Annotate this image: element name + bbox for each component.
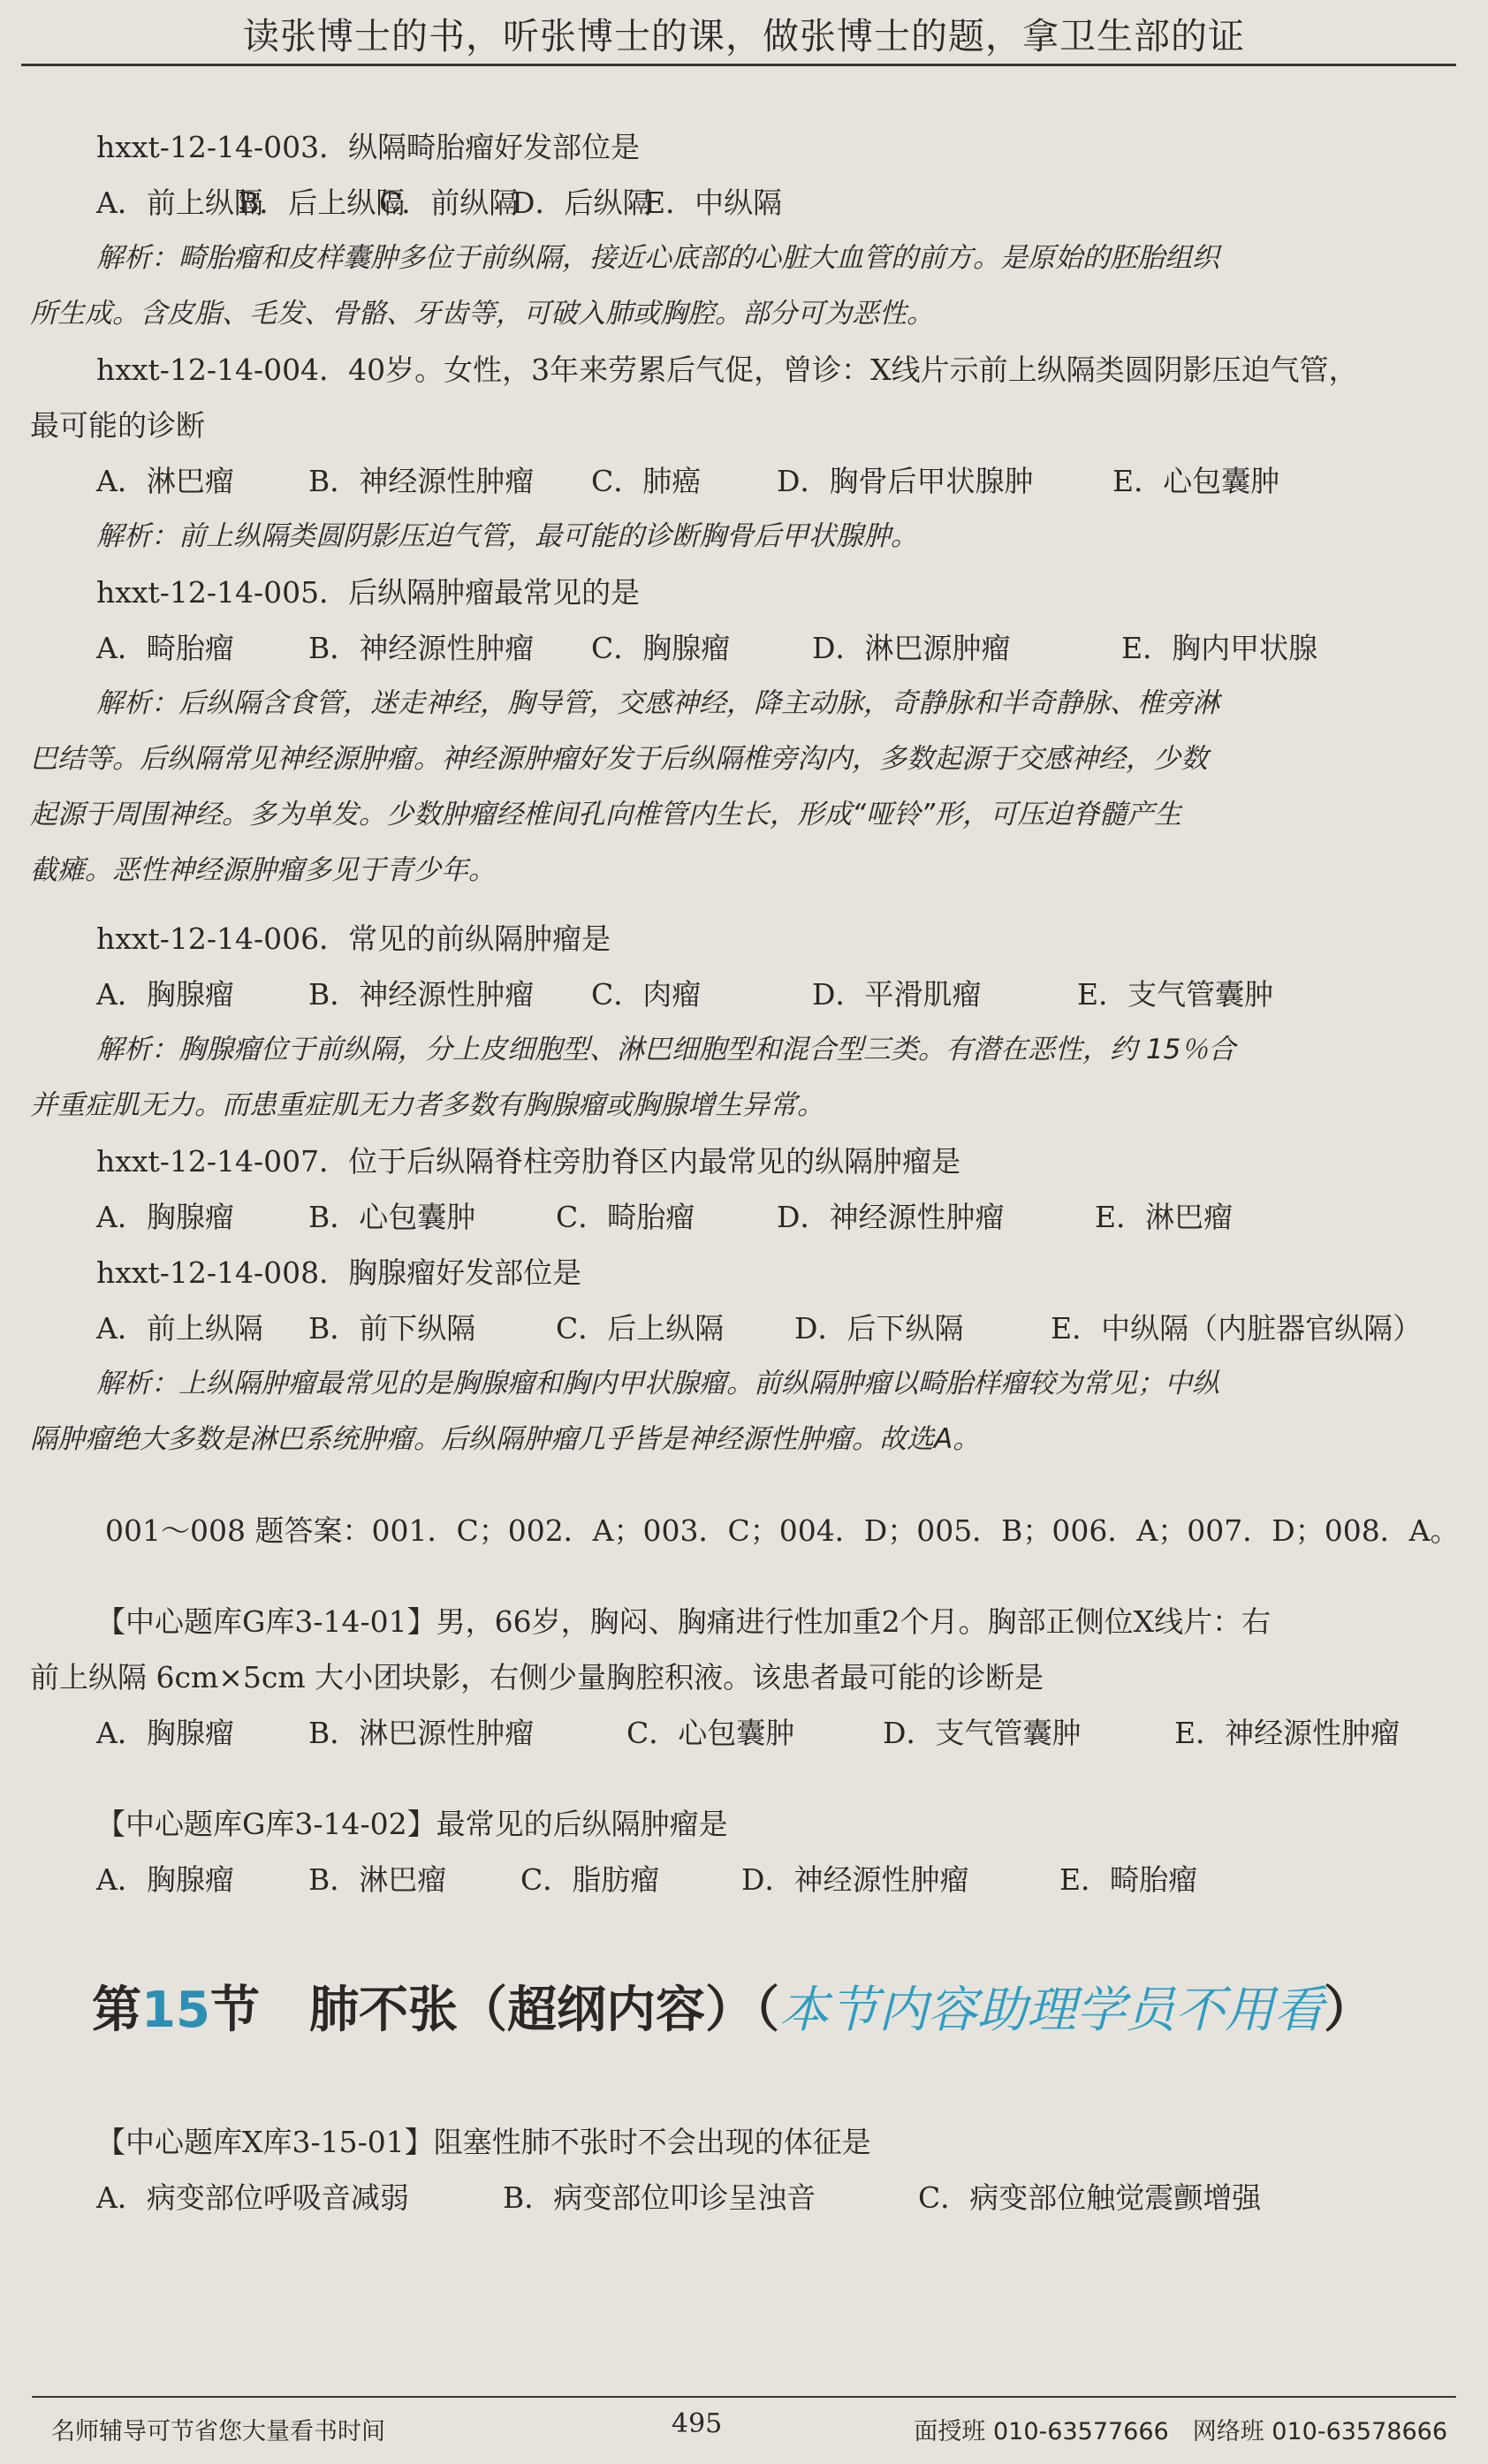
analysis-line: 解析：前上纵隔类圆阴影压迫气管，最可能的诊断胸骨后甲状腺肿。	[96, 520, 918, 552]
option: A．前上纵隔	[96, 1311, 263, 1346]
option: D．平滑肌瘤	[812, 977, 982, 1012]
header-rule	[21, 64, 1456, 66]
option: A．胸腺瘤	[96, 1716, 234, 1750]
option: A．胸腺瘤	[96, 1200, 234, 1234]
footer-contact: 面授班 010-63577666 网络班 010-63578666	[914, 2418, 1447, 2445]
option: E．中纵隔	[644, 186, 783, 220]
footer-rule	[32, 2396, 1456, 2398]
question-stem: 最可能的诊断	[30, 408, 205, 443]
option-row	[30, 175, 1461, 231]
page-header	[0, 0, 1488, 71]
section-heading	[30, 1971, 1461, 2051]
section-suffix: ）	[1323, 1982, 1373, 2039]
answer-key: 001～008 题答案：001．C；002．A；003．C；004．D；005．B；006．A；007．D；008．A。	[105, 1513, 1460, 1548]
option-row	[30, 967, 1461, 1022]
question-stem: hxxt-12-14-006．常见的前纵隔肿瘤是	[96, 921, 611, 956]
section-title: 节 肺不张（超纲内容）（	[209, 1982, 779, 2039]
option: A．胸腺瘤	[96, 977, 234, 1012]
option: B．后上纵隔	[238, 186, 406, 220]
page-content	[30, 119, 1461, 2225]
analysis-line: 解析：后纵隔含食管，迷走神经，胸导管，交感神经，降主动脉，奇静脉和半奇静脉、椎旁淋	[96, 687, 1219, 719]
option: C．前纵隔	[379, 186, 519, 220]
option: D．淋巴源肿瘤	[812, 631, 1011, 665]
option: A．畸胎瘤	[96, 631, 234, 665]
option: B．淋巴源性肿瘤	[308, 1716, 535, 1750]
option: A．淋巴瘤	[96, 464, 234, 498]
analysis-line: 起源于周围神经。多为单发。少数肿瘤经椎间孔向椎管内生长，形成“哑铃”形，可压迫脊髓产生	[30, 799, 1182, 830]
option: C．胸腺瘤	[591, 631, 731, 665]
option: B．淋巴瘤	[308, 1862, 447, 1897]
analysis-line: 解析：胸腺瘤位于前纵隔，分上皮细胞型、淋巴细胞型和混合型三类。有潜在恶性，约 15％合	[96, 1034, 1236, 1065]
option: B．前下纵隔	[308, 1311, 476, 1346]
option-row	[30, 1189, 1461, 1245]
question-stem: hxxt-12-14-008．胸腺瘤好发部位是	[96, 1255, 582, 1290]
option: E．胸内甲状腺	[1121, 631, 1318, 665]
page-number: 495	[672, 2408, 723, 2439]
option: C．畸胎瘤	[556, 1200, 695, 1234]
analysis-line: 解析：畸胎瘤和皮样囊肿多位于前纵隔，接近心底部的心脏大血管的前方。是原始的胚胎组织	[96, 242, 1219, 274]
option: B．病变部位叩诊呈浊音	[503, 2180, 816, 2215]
option: B．神经源性肿瘤	[308, 631, 535, 665]
option: C．肺癌	[591, 464, 702, 498]
option: D．神经源性肿瘤	[777, 1200, 1005, 1234]
option: C．脂肪瘤	[520, 1862, 660, 1897]
section-prefix: 第	[92, 1982, 141, 2039]
option: C．后上纵隔	[556, 1311, 725, 1346]
page-footer	[0, 2385, 1488, 2464]
question-stem: hxxt-12-14-005．后纵隔肿瘤最常见的是	[96, 575, 641, 610]
option: E．心包囊肿	[1112, 464, 1280, 498]
option: D．神经源性肿瘤	[741, 1862, 969, 1897]
option: E．中纵隔（内脏器官纵隔）	[1051, 1311, 1423, 1346]
analysis-line: 隔肿瘤绝大多数是淋巴系统肿瘤。后纵隔肿瘤几乎皆是神经源性肿瘤。故选A。	[30, 1423, 981, 1455]
option-row	[30, 1300, 1461, 1356]
option-row	[30, 453, 1461, 509]
option: D．支气管囊肿	[883, 1716, 1082, 1750]
option: A．病变部位呼吸音减弱	[96, 2180, 409, 2215]
option: D．后纵隔	[512, 186, 652, 220]
question-stem: 【中心题库X库3-15-01】阻塞性肺不张时不会出现的体征是	[96, 2125, 871, 2159]
analysis-line: 截瘫。恶性神经源肿瘤多见于青少年。	[30, 854, 496, 886]
option-row	[30, 2170, 1461, 2225]
option: B．心包囊肿	[308, 1200, 476, 1234]
analysis-line: 并重症肌无力。而患重症肌无力者多数有胸腺瘤或胸腺增生异常。	[30, 1089, 824, 1121]
option: E．畸胎瘤	[1059, 1862, 1198, 1897]
section-number: 15	[141, 1982, 210, 2039]
question-stem: hxxt-12-14-004．40岁。女性，3年来劳累后气促，曾诊：X线片示前上纵隔类圆阴影压迫气管，	[96, 353, 1358, 387]
section-note: 本节内容助理学员不用看	[778, 1982, 1324, 2039]
option: C．心包囊肿	[626, 1716, 795, 1750]
option-row	[30, 1852, 1461, 1907]
question-stem: 前上纵隔 6cm×5cm 大小团块影，右侧少量胸腔积液。该患者最可能的诊断是	[30, 1660, 1044, 1694]
option: E．神经源性肿瘤	[1174, 1716, 1401, 1750]
option-row	[30, 620, 1461, 676]
option: A．胸腺瘤	[96, 1862, 234, 1897]
option: E．支气管囊肿	[1077, 977, 1274, 1012]
header-title: 读张博士的书，听张博士的课，做张博士的题，拿卫生部的证	[243, 15, 1245, 57]
option: C．肉瘤	[591, 977, 702, 1012]
option-row	[30, 1705, 1461, 1761]
question-stem: 【中心题库G库3-14-01】男，66岁，胸闷、胸痛进行性加重2个月。胸部正侧位X线片：右	[96, 1604, 1272, 1639]
question-stem: hxxt-12-14-007．位于后纵隔脊柱旁肋脊区内最常见的纵隔肿瘤是	[96, 1144, 961, 1179]
question-stem: 【中心题库G库3-14-02】最常见的后纵隔肿瘤是	[96, 1807, 728, 1841]
footer-slogan: 名师辅导可节省您大量看书时间	[51, 2418, 385, 2445]
analysis-line: 巴结等。后纵隔常见神经源肿瘤。神经源肿瘤好发于后纵隔椎旁沟内，多数起源于交感神经，少数	[30, 743, 1208, 775]
option: B．神经源性肿瘤	[308, 464, 535, 498]
question-stem: hxxt-12-14-003．纵隔畸胎瘤好发部位是	[96, 130, 641, 164]
analysis-line: 所生成。含皮脂、毛发、骨骼、牙齿等，可破入肺或胸腔。部分可为恶性。	[30, 298, 934, 330]
option: A．前上纵隔	[96, 186, 263, 220]
option: D．胸骨后甲状腺肿	[777, 464, 1034, 498]
analysis-line: 解析：上纵隔肿瘤最常见的是胸腺瘤和胸内甲状腺瘤。前纵隔肿瘤以畸胎样瘤较为常见；中纵	[96, 1368, 1219, 1399]
option: B．神经源性肿瘤	[308, 977, 535, 1012]
option: E．淋巴瘤	[1095, 1200, 1234, 1234]
option: D．后下纵隔	[794, 1311, 964, 1346]
option: C．病变部位触觉震颤增强	[918, 2180, 1262, 2215]
